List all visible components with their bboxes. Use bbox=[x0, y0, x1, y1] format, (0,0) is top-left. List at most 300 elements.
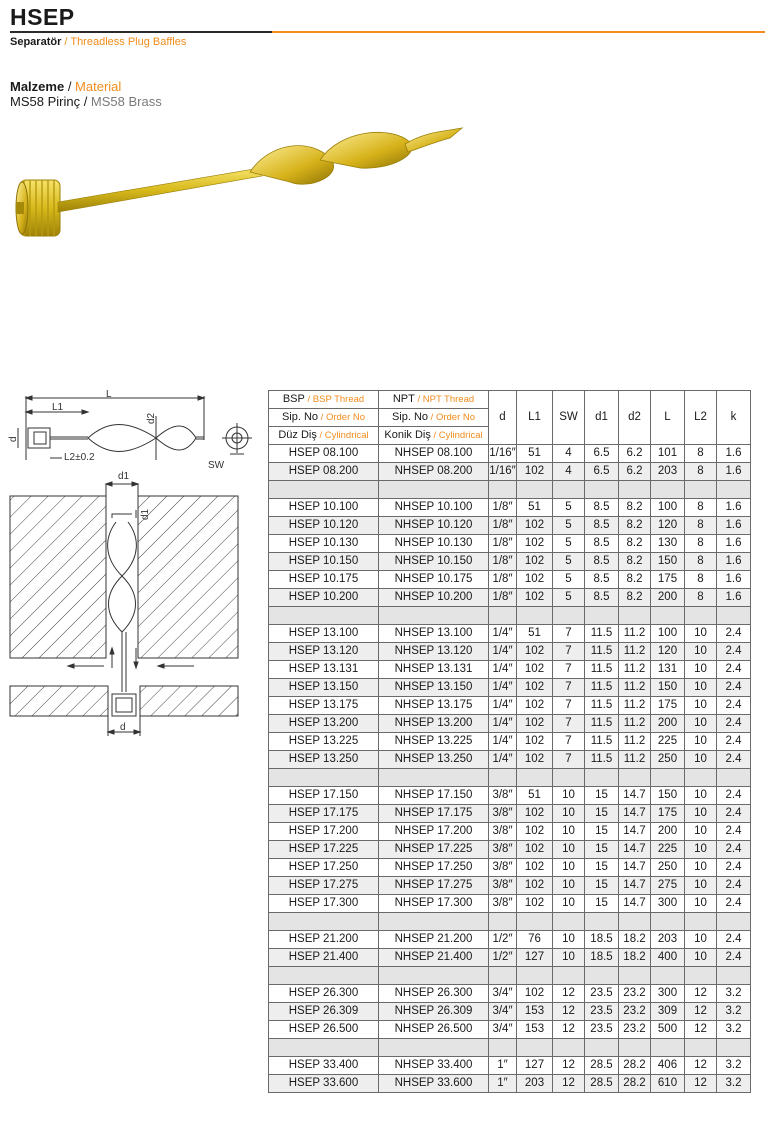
separator-cell bbox=[717, 481, 751, 499]
dim-L2: L2±0.2 bbox=[64, 452, 95, 463]
cell-bsp-order-no: HSEP 17.250 bbox=[269, 859, 379, 877]
table-group-separator bbox=[269, 481, 751, 499]
cell-d2: 8.2 bbox=[619, 517, 651, 535]
separator-cell bbox=[585, 481, 619, 499]
cell-L: 225 bbox=[651, 733, 685, 751]
cell-npt-order-no: NHSEP 17.200 bbox=[379, 823, 489, 841]
cell-d1: 15 bbox=[585, 859, 619, 877]
cell-k: 3.2 bbox=[717, 1003, 751, 1021]
separator-cell bbox=[685, 481, 717, 499]
cell-L2: 12 bbox=[685, 985, 717, 1003]
separator-cell bbox=[717, 967, 751, 985]
cell-L: 200 bbox=[651, 715, 685, 733]
header-d2: d2 bbox=[619, 391, 651, 445]
separator-cell bbox=[553, 607, 585, 625]
cell-SW: 5 bbox=[553, 589, 585, 607]
cell-L: 406 bbox=[651, 1057, 685, 1075]
installation-drawing bbox=[8, 468, 243, 743]
cell-L: 101 bbox=[651, 445, 685, 463]
separator-cell bbox=[685, 967, 717, 985]
cell-SW: 10 bbox=[553, 823, 585, 841]
cell-L2: 10 bbox=[685, 805, 717, 823]
cell-bsp-order-no: HSEP 26.309 bbox=[269, 1003, 379, 1021]
cell-SW: 5 bbox=[553, 499, 585, 517]
separator-cell bbox=[489, 481, 517, 499]
cell-k: 2.4 bbox=[717, 895, 751, 913]
cell-SW: 7 bbox=[553, 661, 585, 679]
cell-bsp-order-no: HSEP 10.120 bbox=[269, 517, 379, 535]
cell-d: 3/8″ bbox=[489, 859, 517, 877]
cell-SW: 10 bbox=[553, 949, 585, 967]
cell-L2: 8 bbox=[685, 571, 717, 589]
cell-d: 3/8″ bbox=[489, 787, 517, 805]
cell-L2: 10 bbox=[685, 733, 717, 751]
cell-d2: 18.2 bbox=[619, 931, 651, 949]
cell-npt-order-no: NHSEP 17.175 bbox=[379, 805, 489, 823]
table-row bbox=[269, 1003, 751, 1021]
cell-d1: 28.5 bbox=[585, 1057, 619, 1075]
cell-npt-order-no: NHSEP 13.225 bbox=[379, 733, 489, 751]
cell-k: 1.6 bbox=[717, 535, 751, 553]
cell-bsp-order-no: HSEP 17.275 bbox=[269, 877, 379, 895]
separator-cell bbox=[269, 967, 379, 985]
cell-L: 150 bbox=[651, 679, 685, 697]
cell-SW: 12 bbox=[553, 1075, 585, 1093]
cell-d2: 8.2 bbox=[619, 589, 651, 607]
separator-cell bbox=[619, 769, 651, 787]
separator-cell bbox=[717, 1039, 751, 1057]
cell-d2: 18.2 bbox=[619, 949, 651, 967]
header-order-npt: Sip. No / Order No bbox=[379, 409, 489, 427]
cell-L1: 102 bbox=[517, 877, 553, 895]
dim-d-bottom: d bbox=[120, 722, 126, 733]
cell-L1: 102 bbox=[517, 733, 553, 751]
separator-cell bbox=[269, 607, 379, 625]
separator-cell bbox=[619, 607, 651, 625]
cell-SW: 12 bbox=[553, 1057, 585, 1075]
table-row bbox=[269, 697, 751, 715]
header-L: L bbox=[651, 391, 685, 445]
cell-npt-order-no: NHSEP 10.150 bbox=[379, 553, 489, 571]
cell-bsp-order-no: HSEP 17.175 bbox=[269, 805, 379, 823]
cell-L: 130 bbox=[651, 535, 685, 553]
cell-k: 3.2 bbox=[717, 985, 751, 1003]
cell-L: 300 bbox=[651, 895, 685, 913]
material-label-tr: Malzeme bbox=[10, 79, 65, 94]
cell-npt-order-no: NHSEP 10.130 bbox=[379, 535, 489, 553]
cell-bsp-order-no: HSEP 33.600 bbox=[269, 1075, 379, 1093]
material-value-tr: MS58 Pirinç bbox=[10, 94, 81, 109]
separator-cell bbox=[269, 913, 379, 931]
cell-d: 1″ bbox=[489, 1075, 517, 1093]
cell-npt-order-no: NHSEP 21.400 bbox=[379, 949, 489, 967]
table-row bbox=[269, 877, 751, 895]
separator-cell bbox=[517, 769, 553, 787]
cell-L: 250 bbox=[651, 751, 685, 769]
table-header-row-1 bbox=[269, 391, 751, 409]
cell-d: 1/8″ bbox=[489, 499, 517, 517]
cell-L2: 8 bbox=[685, 499, 717, 517]
cell-d: 1/4″ bbox=[489, 733, 517, 751]
cell-bsp-order-no: HSEP 33.400 bbox=[269, 1057, 379, 1075]
cell-d1: 8.5 bbox=[585, 571, 619, 589]
cell-npt-order-no: NHSEP 17.275 bbox=[379, 877, 489, 895]
cell-npt-order-no: NHSEP 13.250 bbox=[379, 751, 489, 769]
material-value-en: MS58 Brass bbox=[90, 94, 162, 109]
separator-cell bbox=[717, 769, 751, 787]
cell-d2: 11.2 bbox=[619, 679, 651, 697]
header-bsp: BSP / BSP Thread bbox=[269, 391, 379, 409]
cell-L: 131 bbox=[651, 661, 685, 679]
cell-d1: 11.5 bbox=[585, 643, 619, 661]
cell-L: 150 bbox=[651, 553, 685, 571]
cell-SW: 12 bbox=[553, 1003, 585, 1021]
dim-d2: d2 bbox=[146, 412, 157, 424]
separator-cell bbox=[379, 1039, 489, 1057]
cell-L: 120 bbox=[651, 517, 685, 535]
cell-d2: 23.2 bbox=[619, 1021, 651, 1039]
separator-cell bbox=[553, 967, 585, 985]
cell-L2: 10 bbox=[685, 679, 717, 697]
separator-cell bbox=[619, 481, 651, 499]
cell-d1: 15 bbox=[585, 787, 619, 805]
cell-d: 1″ bbox=[489, 1057, 517, 1075]
cell-k: 2.4 bbox=[717, 625, 751, 643]
cell-k: 1.6 bbox=[717, 463, 751, 481]
header-L2: L2 bbox=[685, 391, 717, 445]
cell-L1: 102 bbox=[517, 463, 553, 481]
separator-cell bbox=[379, 913, 489, 931]
separator-cell bbox=[489, 967, 517, 985]
table-row bbox=[269, 895, 751, 913]
separator-cell bbox=[517, 481, 553, 499]
cell-bsp-order-no: HSEP 10.175 bbox=[269, 571, 379, 589]
cell-SW: 12 bbox=[553, 1021, 585, 1039]
separator-cell bbox=[553, 1039, 585, 1057]
cell-d1: 11.5 bbox=[585, 751, 619, 769]
table-row bbox=[269, 661, 751, 679]
cell-SW: 10 bbox=[553, 877, 585, 895]
cell-npt-order-no: NHSEP 17.150 bbox=[379, 787, 489, 805]
table-row bbox=[269, 1021, 751, 1039]
table-row bbox=[269, 535, 751, 553]
cell-bsp-order-no: HSEP 10.200 bbox=[269, 589, 379, 607]
separator-cell bbox=[685, 607, 717, 625]
table-row bbox=[269, 553, 751, 571]
cell-bsp-order-no: HSEP 08.200 bbox=[269, 463, 379, 481]
cell-d2: 8.2 bbox=[619, 553, 651, 571]
cell-L1: 51 bbox=[517, 625, 553, 643]
cell-SW: 10 bbox=[553, 895, 585, 913]
cell-L2: 10 bbox=[685, 841, 717, 859]
separator-cell bbox=[269, 481, 379, 499]
cell-d2: 28.2 bbox=[619, 1075, 651, 1093]
separator-cell bbox=[685, 913, 717, 931]
cell-d2: 23.2 bbox=[619, 1003, 651, 1021]
table-row bbox=[269, 571, 751, 589]
table-row bbox=[269, 841, 751, 859]
cell-SW: 7 bbox=[553, 625, 585, 643]
header-npt: NPT / NPT Thread bbox=[379, 391, 489, 409]
table-row bbox=[269, 859, 751, 877]
cell-L2: 10 bbox=[685, 949, 717, 967]
cell-bsp-order-no: HSEP 13.200 bbox=[269, 715, 379, 733]
cell-L2: 8 bbox=[685, 463, 717, 481]
table-row bbox=[269, 823, 751, 841]
cell-d2: 14.7 bbox=[619, 787, 651, 805]
cell-d1: 23.5 bbox=[585, 1003, 619, 1021]
separator-cell bbox=[553, 769, 585, 787]
cell-npt-order-no: NHSEP 13.120 bbox=[379, 643, 489, 661]
cell-d: 1/2″ bbox=[489, 949, 517, 967]
cell-L1: 102 bbox=[517, 679, 553, 697]
table-row bbox=[269, 463, 751, 481]
cell-L1: 102 bbox=[517, 661, 553, 679]
cell-k: 2.4 bbox=[717, 661, 751, 679]
spec-table bbox=[268, 390, 751, 1093]
cell-d2: 14.7 bbox=[619, 895, 651, 913]
cell-bsp-order-no: HSEP 13.225 bbox=[269, 733, 379, 751]
table-row bbox=[269, 733, 751, 751]
cell-SW: 5 bbox=[553, 517, 585, 535]
separator-cell bbox=[489, 913, 517, 931]
cell-k: 2.4 bbox=[717, 877, 751, 895]
cell-d: 1/16″ bbox=[489, 445, 517, 463]
cell-k: 2.4 bbox=[717, 931, 751, 949]
cell-d2: 8.2 bbox=[619, 535, 651, 553]
separator-cell bbox=[379, 967, 489, 985]
table-group-separator bbox=[269, 913, 751, 931]
cell-d2: 14.7 bbox=[619, 877, 651, 895]
cell-L1: 153 bbox=[517, 1021, 553, 1039]
cell-k: 1.6 bbox=[717, 517, 751, 535]
table-row bbox=[269, 1057, 751, 1075]
cell-bsp-order-no: HSEP 21.400 bbox=[269, 949, 379, 967]
table-row bbox=[269, 751, 751, 769]
separator-cell bbox=[717, 913, 751, 931]
table-row bbox=[269, 517, 751, 535]
cell-k: 1.6 bbox=[717, 571, 751, 589]
cell-d1: 6.5 bbox=[585, 445, 619, 463]
cell-d: 1/2″ bbox=[489, 931, 517, 949]
header-d1: d1 bbox=[585, 391, 619, 445]
cell-L: 150 bbox=[651, 787, 685, 805]
separator-cell bbox=[553, 913, 585, 931]
cell-L: 610 bbox=[651, 1075, 685, 1093]
cell-L1: 76 bbox=[517, 931, 553, 949]
separator-cell bbox=[651, 769, 685, 787]
cell-bsp-order-no: HSEP 10.130 bbox=[269, 535, 379, 553]
cell-d: 1/4″ bbox=[489, 697, 517, 715]
cell-bsp-order-no: HSEP 17.200 bbox=[269, 823, 379, 841]
table-row bbox=[269, 787, 751, 805]
separator-cell bbox=[517, 1039, 553, 1057]
subtitle-en: Threadless Plug Baffles bbox=[70, 36, 187, 48]
cell-L: 275 bbox=[651, 877, 685, 895]
cell-L2: 8 bbox=[685, 553, 717, 571]
cell-bsp-order-no: HSEP 21.200 bbox=[269, 931, 379, 949]
cell-d1: 11.5 bbox=[585, 661, 619, 679]
table-row bbox=[269, 949, 751, 967]
separator-cell bbox=[585, 607, 619, 625]
material-label-en: Material bbox=[75, 79, 122, 94]
cell-d2: 11.2 bbox=[619, 661, 651, 679]
cell-L2: 8 bbox=[685, 589, 717, 607]
cell-SW: 5 bbox=[553, 535, 585, 553]
cell-SW: 10 bbox=[553, 859, 585, 877]
separator-cell bbox=[651, 913, 685, 931]
cell-L1: 102 bbox=[517, 589, 553, 607]
cell-npt-order-no: NHSEP 17.225 bbox=[379, 841, 489, 859]
dimension-drawing bbox=[8, 388, 263, 468]
cell-d1: 6.5 bbox=[585, 463, 619, 481]
cell-d1: 11.5 bbox=[585, 715, 619, 733]
cell-d: 1/8″ bbox=[489, 589, 517, 607]
cell-npt-order-no: NHSEP 13.131 bbox=[379, 661, 489, 679]
cell-L: 100 bbox=[651, 499, 685, 517]
table-row bbox=[269, 715, 751, 733]
cell-SW: 10 bbox=[553, 805, 585, 823]
separator-cell bbox=[489, 1039, 517, 1057]
cell-npt-order-no: NHSEP 13.200 bbox=[379, 715, 489, 733]
cell-d1: 23.5 bbox=[585, 985, 619, 1003]
cell-L1: 102 bbox=[517, 859, 553, 877]
cell-d1: 23.5 bbox=[585, 1021, 619, 1039]
cell-bsp-order-no: HSEP 08.100 bbox=[269, 445, 379, 463]
cell-d: 3/8″ bbox=[489, 895, 517, 913]
cell-d1: 15 bbox=[585, 823, 619, 841]
cell-d2: 14.7 bbox=[619, 823, 651, 841]
cell-SW: 4 bbox=[553, 445, 585, 463]
cell-L1: 51 bbox=[517, 787, 553, 805]
cell-L2: 10 bbox=[685, 751, 717, 769]
cell-k: 3.2 bbox=[717, 1057, 751, 1075]
cell-L2: 12 bbox=[685, 1021, 717, 1039]
cell-L1: 153 bbox=[517, 1003, 553, 1021]
cell-d: 1/8″ bbox=[489, 517, 517, 535]
cell-L: 250 bbox=[651, 859, 685, 877]
cell-d: 3/4″ bbox=[489, 1021, 517, 1039]
cell-k: 2.4 bbox=[717, 751, 751, 769]
cell-npt-order-no: NHSEP 17.300 bbox=[379, 895, 489, 913]
header-k: k bbox=[717, 391, 751, 445]
cell-L2: 10 bbox=[685, 661, 717, 679]
cell-SW: 7 bbox=[553, 679, 585, 697]
cell-d1: 18.5 bbox=[585, 931, 619, 949]
product-photo bbox=[10, 120, 470, 250]
cell-d1: 8.5 bbox=[585, 589, 619, 607]
cell-SW: 7 bbox=[553, 715, 585, 733]
cell-SW: 4 bbox=[553, 463, 585, 481]
separator-cell bbox=[517, 967, 553, 985]
cell-bsp-order-no: HSEP 13.131 bbox=[269, 661, 379, 679]
cell-d: 1/8″ bbox=[489, 535, 517, 553]
cell-d2: 8.2 bbox=[619, 571, 651, 589]
cell-L1: 102 bbox=[517, 571, 553, 589]
table-row bbox=[269, 985, 751, 1003]
separator-cell bbox=[379, 481, 489, 499]
cell-bsp-order-no: HSEP 10.100 bbox=[269, 499, 379, 517]
cell-L1: 51 bbox=[517, 499, 553, 517]
cell-npt-order-no: NHSEP 10.100 bbox=[379, 499, 489, 517]
cell-L: 300 bbox=[651, 985, 685, 1003]
cell-L2: 8 bbox=[685, 445, 717, 463]
cell-d: 1/4″ bbox=[489, 751, 517, 769]
cell-bsp-order-no: HSEP 17.300 bbox=[269, 895, 379, 913]
cell-d2: 11.2 bbox=[619, 697, 651, 715]
cell-bsp-order-no: HSEP 26.500 bbox=[269, 1021, 379, 1039]
cell-npt-order-no: NHSEP 33.600 bbox=[379, 1075, 489, 1093]
cell-npt-order-no: NHSEP 08.200 bbox=[379, 463, 489, 481]
page-title: HSEP bbox=[10, 4, 75, 30]
separator-cell bbox=[619, 1039, 651, 1057]
cell-k: 2.4 bbox=[717, 805, 751, 823]
cell-SW: 7 bbox=[553, 697, 585, 715]
cell-d2: 14.7 bbox=[619, 841, 651, 859]
table-group-separator bbox=[269, 967, 751, 985]
cell-d1: 11.5 bbox=[585, 679, 619, 697]
cell-k: 1.6 bbox=[717, 589, 751, 607]
cell-k: 2.4 bbox=[717, 697, 751, 715]
header-order-bsp: Sip. No / Order No bbox=[269, 409, 379, 427]
cell-d1: 11.5 bbox=[585, 733, 619, 751]
table-row bbox=[269, 499, 751, 517]
table-row bbox=[269, 625, 751, 643]
cell-npt-order-no: NHSEP 13.100 bbox=[379, 625, 489, 643]
cell-L1: 102 bbox=[517, 517, 553, 535]
cell-L2: 10 bbox=[685, 697, 717, 715]
table-row bbox=[269, 643, 751, 661]
header-L1: L1 bbox=[517, 391, 553, 445]
cell-bsp-order-no: HSEP 13.150 bbox=[269, 679, 379, 697]
cell-L1: 51 bbox=[517, 445, 553, 463]
cell-L2: 10 bbox=[685, 895, 717, 913]
title-rule-accent bbox=[272, 31, 765, 33]
cell-npt-order-no: NHSEP 10.175 bbox=[379, 571, 489, 589]
separator-cell bbox=[619, 967, 651, 985]
cell-npt-order-no: NHSEP 10.120 bbox=[379, 517, 489, 535]
cell-k: 2.4 bbox=[717, 841, 751, 859]
cell-L2: 10 bbox=[685, 877, 717, 895]
cell-d1: 8.5 bbox=[585, 499, 619, 517]
cell-SW: 7 bbox=[553, 751, 585, 769]
cell-L1: 102 bbox=[517, 751, 553, 769]
cell-d1: 15 bbox=[585, 895, 619, 913]
cell-npt-order-no: NHSEP 13.150 bbox=[379, 679, 489, 697]
cell-bsp-order-no: HSEP 13.175 bbox=[269, 697, 379, 715]
cell-L: 175 bbox=[651, 697, 685, 715]
header-conical: Konik Diş / Cylindrical bbox=[379, 427, 489, 445]
cell-npt-order-no: NHSEP 13.175 bbox=[379, 697, 489, 715]
cell-k: 2.4 bbox=[717, 715, 751, 733]
cell-L: 100 bbox=[651, 625, 685, 643]
cell-k: 1.6 bbox=[717, 499, 751, 517]
header-cylindrical: Düz Diş / Cylindrical bbox=[269, 427, 379, 445]
cell-L: 175 bbox=[651, 805, 685, 823]
header-SW: SW bbox=[553, 391, 585, 445]
cell-d2: 11.2 bbox=[619, 733, 651, 751]
dim-SW: SW bbox=[208, 460, 225, 468]
cell-bsp-order-no: HSEP 13.120 bbox=[269, 643, 379, 661]
cell-bsp-order-no: HSEP 17.225 bbox=[269, 841, 379, 859]
cell-L1: 102 bbox=[517, 715, 553, 733]
table-row bbox=[269, 931, 751, 949]
material-label: Malzeme / Material bbox=[10, 79, 122, 94]
cell-L2: 10 bbox=[685, 823, 717, 841]
cell-SW: 10 bbox=[553, 931, 585, 949]
cell-L2: 10 bbox=[685, 715, 717, 733]
cell-d: 1/4″ bbox=[489, 715, 517, 733]
